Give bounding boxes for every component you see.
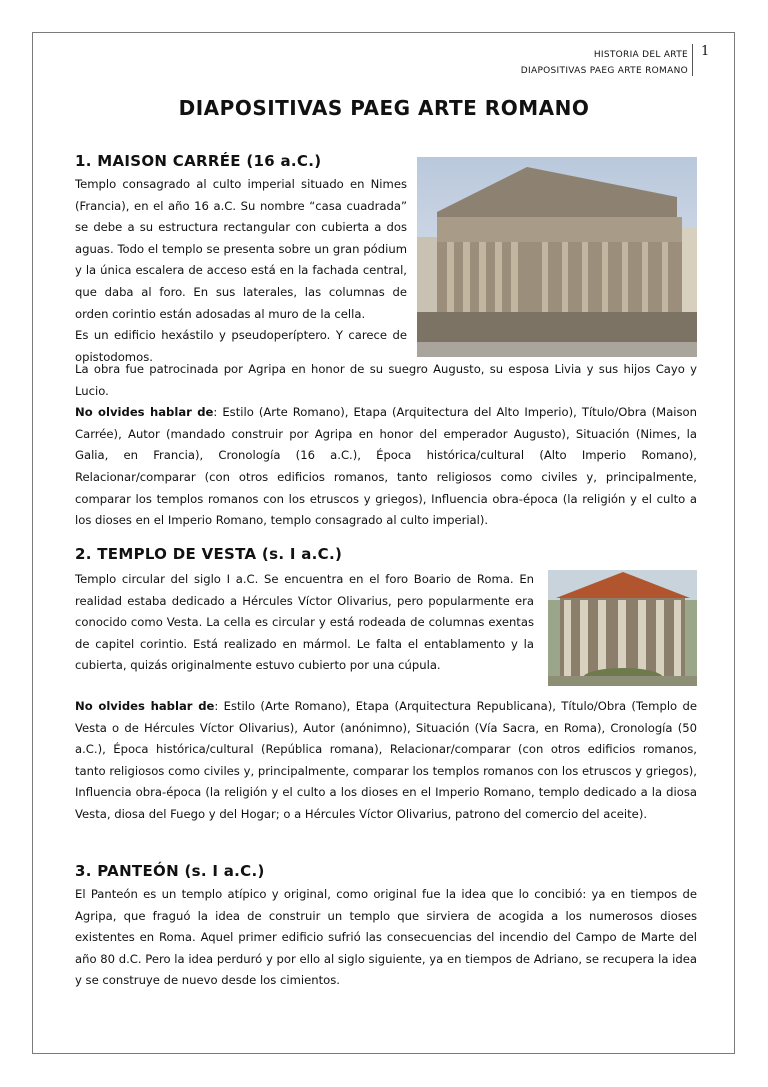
paragraph: Templo consagrado al culto imperial situado en Nimes (Francia), en el año 16 a.C. Su nombre “casa cuadrada” se debe a su estructura rectangular con cubierta a dos aguas. Todo el templo se presenta sobre un gran pódium y la única escalera de acceso está en la fachada central, que daba al foro. En sus laterales, las columnas de orden corintio están adosadas al muro de la cella. xyxy=(75,177,407,321)
section-text xyxy=(75,174,407,368)
paragraph: Es un edificio hexástilo y pseudoperíptero. Y carece de opistodomos. xyxy=(75,328,407,364)
section-text xyxy=(75,884,697,992)
paragraph: Templo circular del siglo I a.C. Se encuentra en el foro Boario de Roma. En realidad estaba dedicado a Hércules Víctor Olivarius, pero popularmente era conocido como Vesta. La cella es circular y está rodeada de columnas exentas de capitel corintio. Está realizado en mármol. Le falta el entablamento y la cubierta, quizás originalmente estuvo cubierto por una cúpula. xyxy=(75,572,534,673)
reminder-label: No olvides hablar de xyxy=(75,699,215,713)
maison-carree-photo xyxy=(417,157,697,357)
reminder-label: No olvides hablar de xyxy=(75,405,214,420)
reminder-text: : Estilo (Arte Romano), Etapa (Arquitectura Republicana), Título/Obra (Templo de Vesta o de Hércules Víctor Olivarius), Autor (anónimno), Situación (Vía Sacra, en Roma), Cronología (50 a.C.), Época histórica/cultural (República romana), Relacionar/comparar (con otros edificios romanos, tanto religiosos como civiles y, principalmente, comparar los templos romanos con los etruscos y griegos), Influencia obra-época (la religión y el culto a los dioses en el Imperio Romano, templo dedicado a la diosa Vesta, diosa del Fuego y del Hogar; o a Hércules Víctor Olivarius, patrono del comercio del aceite). xyxy=(75,699,697,821)
page-number: 1 xyxy=(701,44,710,59)
running-header xyxy=(521,47,688,79)
paragraph: El Panteón es un templo atípico y original, como original fue la idea que lo concibió: ya en tiempos de Agripa, que fraguó la idea de construir un templo que sirviera de acogida a los numerosos dioses existentes en Roma. Aquel primer edificio sufrió las consecuencias del incendio del Campo de Marte del año 80 d.C. Pero la idea perduró y por ello al siglo siguiente, ya en tiempos de Adriano, se recupera la idea y se construye de nuevo desde los cimientos. xyxy=(75,887,697,988)
reminder-paragraph xyxy=(75,402,697,532)
page-title: DIAPOSITIVAS PAEG ARTE ROMANO xyxy=(178,96,590,120)
section-text xyxy=(75,359,697,532)
header-divider xyxy=(692,44,693,76)
header-doc-title: DIAPOSITIVAS PAEG ARTE ROMANO xyxy=(520,66,688,76)
section-heading: 3. PANTEÓN (s. I a.C.) xyxy=(75,862,265,880)
section-heading: 1. MAISON CARRÉE (16 a.C.) xyxy=(75,152,322,170)
section-heading: 2. TEMPLO DE VESTA (s. I a.C.) xyxy=(75,545,343,563)
templo-vesta-photo xyxy=(548,570,697,686)
reminder-text: : Estilo (Arte Romano), Etapa (Arquitectura del Alto Imperio), Título/Obra (Maison Carrée), Autor (mandado construir por Agripa en honor del emperador Augusto), Situación (Nimes, la Galia, en Francia), Cronología (16 a.C.), Época histórica/cultural (Alto Imperio Romano), Relacionar/comparar (con otros edificios romanos, tanto religiosos como civiles y, principalmente, comparar los templos romanos con los etruscos y griegos), Influencia obra-época (la religión y el culto a los dioses en el Imperio Romano, templo consagrado al culto imperial). xyxy=(75,405,697,528)
section-text xyxy=(75,696,697,826)
paragraph: La obra fue patrocinada por Agripa en honor de su suegro Augusto, su esposa Livia y sus hijos Cayo y Lucio. xyxy=(75,362,697,398)
header-subject: HISTORIA DEL ARTE xyxy=(593,50,688,60)
section-text xyxy=(75,569,534,677)
reminder-paragraph xyxy=(75,696,697,826)
